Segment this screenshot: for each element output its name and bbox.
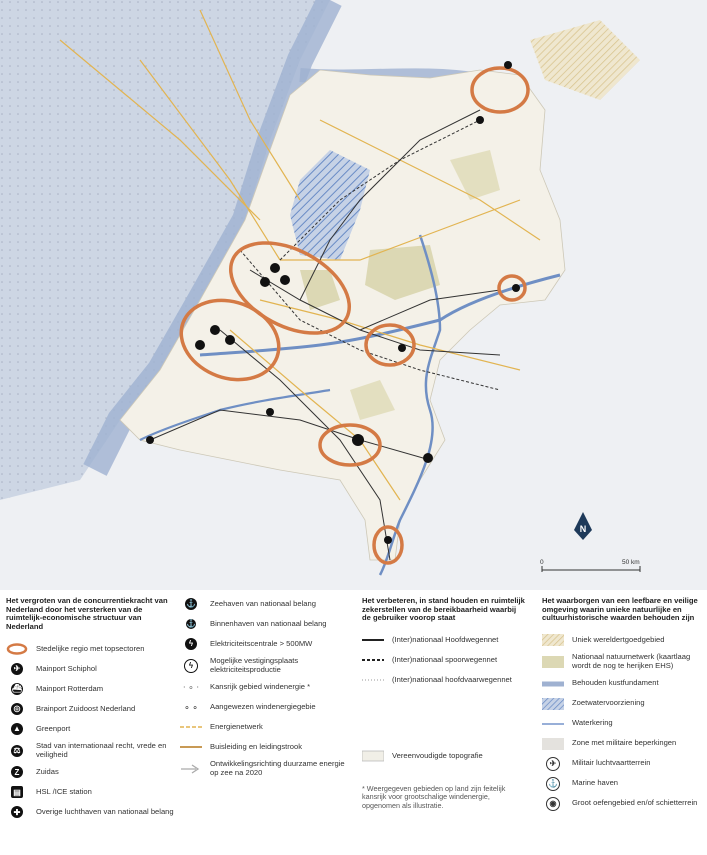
legend-label: Brainport Zuidoost Nederland xyxy=(36,703,136,713)
legend-label: Groot oefengebied en/of schietterrein xyxy=(572,798,698,808)
naval-port-icon: ⚓ xyxy=(542,777,564,791)
legend-item xyxy=(180,597,355,611)
legend-item xyxy=(6,722,176,736)
scales-icon: ⚖ xyxy=(6,744,28,758)
legend-item xyxy=(362,653,527,667)
legend-label: Vereenvoudigde topografie xyxy=(392,750,483,760)
legend-item xyxy=(180,700,355,714)
legend-item xyxy=(6,805,176,819)
plane-small-icon: ✚ xyxy=(6,805,28,819)
legend-heading-competitiveness: Het vergroten van de concurrentiekracht van Nederland door het versterken van de ruimtelijk-economische structuur van Nederland xyxy=(6,596,168,632)
brainport-icon: ◎ xyxy=(6,702,28,716)
wind-designated-icon: ∘ ∘ xyxy=(184,702,198,713)
legend-item xyxy=(542,697,702,711)
nature-network-icon xyxy=(542,655,564,669)
legend-label: Energienetwerk xyxy=(210,722,263,732)
legend-item xyxy=(6,742,176,759)
legend-label: (Inter)nationaal Hoofdwegennet xyxy=(392,634,499,644)
legend-item xyxy=(180,680,355,694)
coast-band-icon xyxy=(542,677,564,691)
energy-network-icon xyxy=(180,720,202,734)
legend-label: Marine haven xyxy=(572,778,619,788)
legend-label: Behouden kustfundament xyxy=(572,678,659,688)
legend-label: (Inter)nationaal hoofdvaarwegennet xyxy=(392,674,512,684)
legend-item xyxy=(180,760,355,777)
legend-item xyxy=(6,785,176,799)
legend-item xyxy=(180,637,355,651)
inland-port-icon: ⚓ xyxy=(186,619,196,629)
north-label: N xyxy=(579,524,587,534)
scale-start: 0 xyxy=(540,559,544,566)
legend-item xyxy=(180,657,355,674)
ship-icon: ⛴ xyxy=(11,684,23,694)
legend-label: Greenport xyxy=(36,723,71,733)
legend-heading-livability: Het waarborgen van een leefbare en veilige omgeving waarin unieke natuurlijke en cultuurhistorische waarden behouden zijn xyxy=(542,596,698,623)
legend-item xyxy=(542,757,702,771)
legend-item xyxy=(6,682,176,696)
legend-col1 xyxy=(6,597,176,825)
legend-item xyxy=(6,642,176,656)
legend-label: Zuidas xyxy=(36,766,59,776)
legend-label: Zeehaven van nationaal belang xyxy=(210,598,316,608)
legend-item xyxy=(542,653,702,670)
legend-label: Nationaal natuurnetwerk (kaartlaag wordt de nog te herijken EHS) xyxy=(572,652,691,670)
legend-label: Uniek wereldertgoedgebied xyxy=(572,634,665,644)
legend-item xyxy=(362,673,527,687)
highway-icon xyxy=(362,633,384,647)
possible-power-icon: ϟ xyxy=(180,659,202,673)
legend-label: Aangewezen windenergiegebie xyxy=(210,702,316,712)
legend-label: Overige luchthaven van nationaal belang xyxy=(36,806,174,816)
legend-label: Binnenhaven van nationaal belang xyxy=(210,618,327,628)
legend-label: Waterkering xyxy=(572,718,613,728)
legend-item xyxy=(6,662,176,676)
legend-label: Mainport Rotterdam xyxy=(36,683,104,693)
legend-label: Buisleiding en leidingstrook xyxy=(210,742,303,752)
legend-label: Stad van internationaal recht, vrede en veiligheid xyxy=(36,740,167,759)
legend-col4 xyxy=(542,597,702,817)
greenport-triangle-icon: ▲ xyxy=(6,722,28,736)
windenergy-footnote: * Weergegeven gebieden op land zijn feitelijk kansrijk voor grootschalige windenergie, opgenomen als illustratie. xyxy=(362,784,506,810)
legend-label: Ontwikkelingsrichting duurzame energie op zee na 2020 xyxy=(210,759,345,778)
legend-heading-accessibility: Het verbeteren, in stand houden en ruimtelijk zekerstellen van de bereikbaarheid waarbij de gebruiker voorop staat xyxy=(362,596,525,623)
legend-item xyxy=(542,717,702,731)
legend-item xyxy=(6,765,176,779)
legend-label: Mogelijke vestigingsplaats elektriciteitsproductie xyxy=(210,656,299,674)
train-icon: ▤ xyxy=(6,785,28,799)
legend-label: Stedelijke regio met topsectoren xyxy=(36,643,145,653)
topography-icon xyxy=(362,749,384,763)
legend-item xyxy=(542,633,702,647)
offshore-arrow-icon xyxy=(180,762,202,776)
legend-col3 xyxy=(362,597,527,810)
waterway-icon xyxy=(362,673,384,687)
railway-icon xyxy=(362,653,384,667)
airplane-icon: ✈ xyxy=(6,662,28,676)
legend-item xyxy=(362,749,527,763)
freshwater-hatch-icon xyxy=(542,697,564,711)
water-barrier-icon xyxy=(542,717,564,731)
legend-label: Zoetwatervoorziening xyxy=(572,698,645,708)
wind-potential-icon: ⋅ ∘ ⋅ xyxy=(182,682,200,693)
military-airfield-icon: ✈ xyxy=(542,757,564,771)
legend-item xyxy=(180,740,355,754)
legend-label: Zone met militaire beperkingen xyxy=(572,738,677,748)
zuidas-icon: Z xyxy=(6,765,28,779)
legend-label: (Inter)nationaal spoorwegennet xyxy=(392,654,498,664)
legend-label: Militair luchtvaartterrein xyxy=(572,758,651,768)
power-plant-icon: ϟ xyxy=(180,637,202,651)
legend-item xyxy=(542,777,702,791)
scale-end: 50 km xyxy=(622,559,640,566)
training-ground-icon: ◉ xyxy=(542,797,564,811)
legend-item xyxy=(180,617,355,631)
seaport-icon: ⚓ xyxy=(186,599,196,609)
legend-item xyxy=(542,677,702,691)
legend-label: Kansrijk gebied windenergie * xyxy=(210,682,311,692)
legend-item xyxy=(180,720,355,734)
legend-label: Mainport Schiphol xyxy=(36,663,97,673)
legend-col2 xyxy=(180,597,355,784)
legend-item xyxy=(362,633,527,647)
pipeline-icon xyxy=(180,740,202,754)
legend-item xyxy=(542,797,702,811)
heritage-hatch-icon xyxy=(542,633,564,647)
military-zone-icon xyxy=(542,737,564,751)
legend-item xyxy=(6,702,176,716)
legend-label: HSL /ICE station xyxy=(36,786,92,796)
legend-item xyxy=(542,737,702,751)
legend-label: Elektriciteitscentrale > 500MW xyxy=(210,638,313,648)
orange-ellipse-icon xyxy=(6,642,28,656)
